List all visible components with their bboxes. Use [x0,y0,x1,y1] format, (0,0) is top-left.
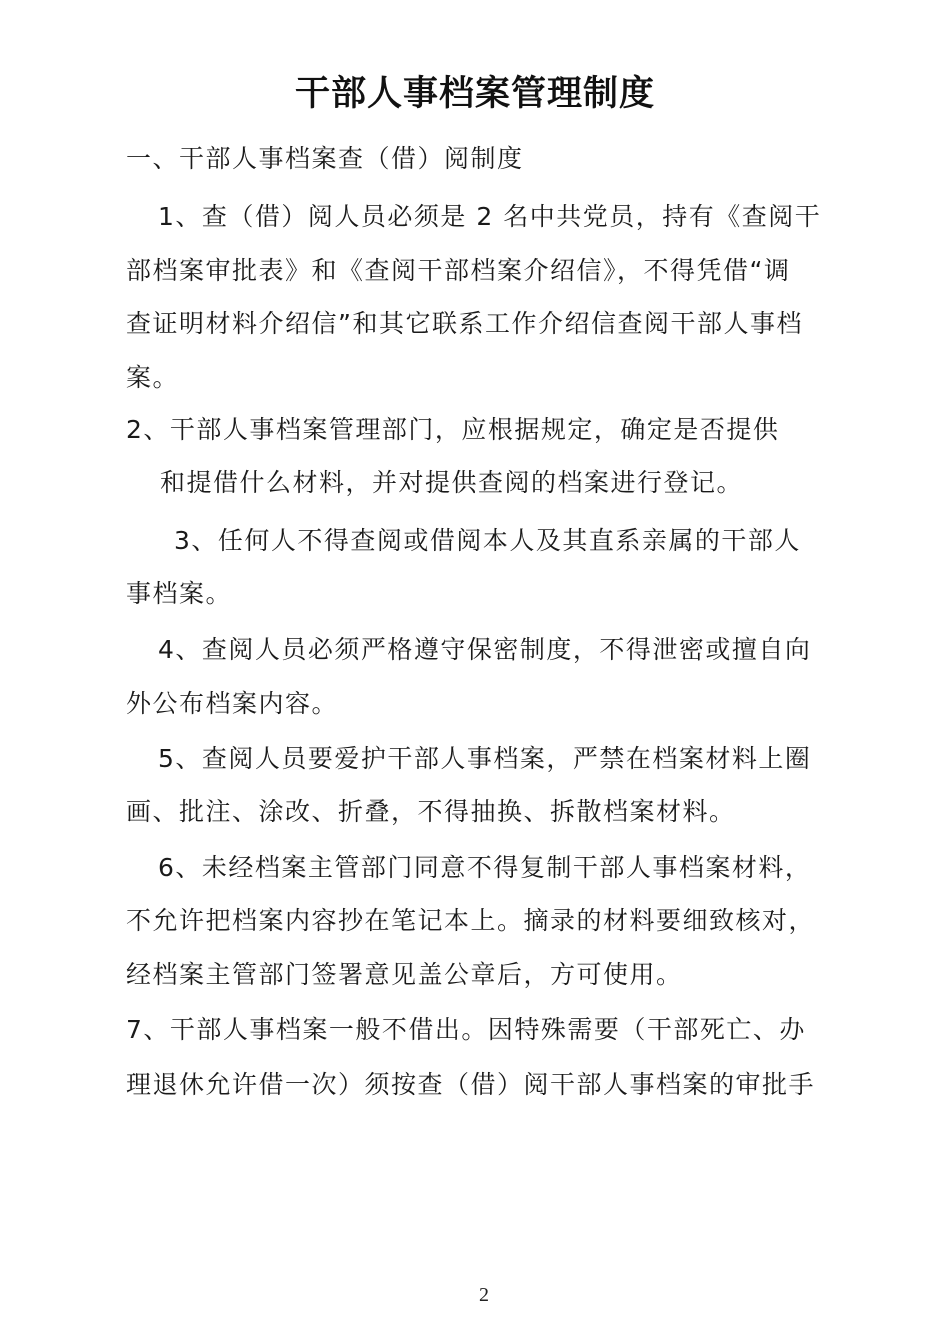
paragraph-5-line-1: 5、查阅人员要爱护干部人事档案，严禁在档案材料上圈 [158,744,812,773]
paragraph-1-line-1: 1、查（借）阅人员必须是 2 名中共党员，持有《查阅干 [158,202,822,231]
paragraph-2-line-2: 和提借什么材料，并对提供查阅的档案进行登记。 [160,468,744,497]
paragraph-7-line-2: 理退休允许借一次）须按查（借）阅干部人事档案的审批手 [126,1070,816,1099]
paragraph-3-line-2: 事档案。 [126,579,233,608]
paragraph-1-line-4: 案。 [126,363,180,392]
paragraph-4-line-1: 4、查阅人员必须严格遵守保密制度，不得泄密或擅自向 [158,635,812,664]
paragraph-5-line-2: 画、批注、涂改、折叠，不得抽换、拆散档案材料。 [126,797,736,826]
paragraph-7-line-1: 7、干部人事档案一般不借出。因特殊需要（干部死亡、办 [126,1015,806,1044]
paragraph-6-line-2: 不允许把档案内容抄在笔记本上。摘录的材料要细致核对， [126,906,816,935]
paragraph-1-line-2: 部档案审批表》和《查阅干部档案介绍信》，不得凭借“调 [126,256,791,285]
document-title: 干部人事档案管理制度 [294,74,655,114]
section-heading: 一、干部人事档案查（借）阅制度 [126,144,524,173]
paragraph-6-line-1: 6、未经档案主管部门同意不得复制干部人事档案材料， [158,853,812,882]
paragraph-4-line-2: 外公布档案内容。 [126,689,339,718]
paragraph-3-line-1: 3、任何人不得查阅或借阅本人及其直系亲属的干部人 [174,526,801,555]
paragraph-6-line-3: 经档案主管部门签署意见盖公章后，方可使用。 [126,960,683,989]
paragraph-1-line-3: 查证明材料介绍信”和其它联系工作介绍信查阅干部人事档 [126,309,803,338]
paragraph-2-line-1: 2、干部人事档案管理部门，应根据规定，确定是否提供 [126,415,780,444]
page-number: 2 [479,1284,489,1306]
